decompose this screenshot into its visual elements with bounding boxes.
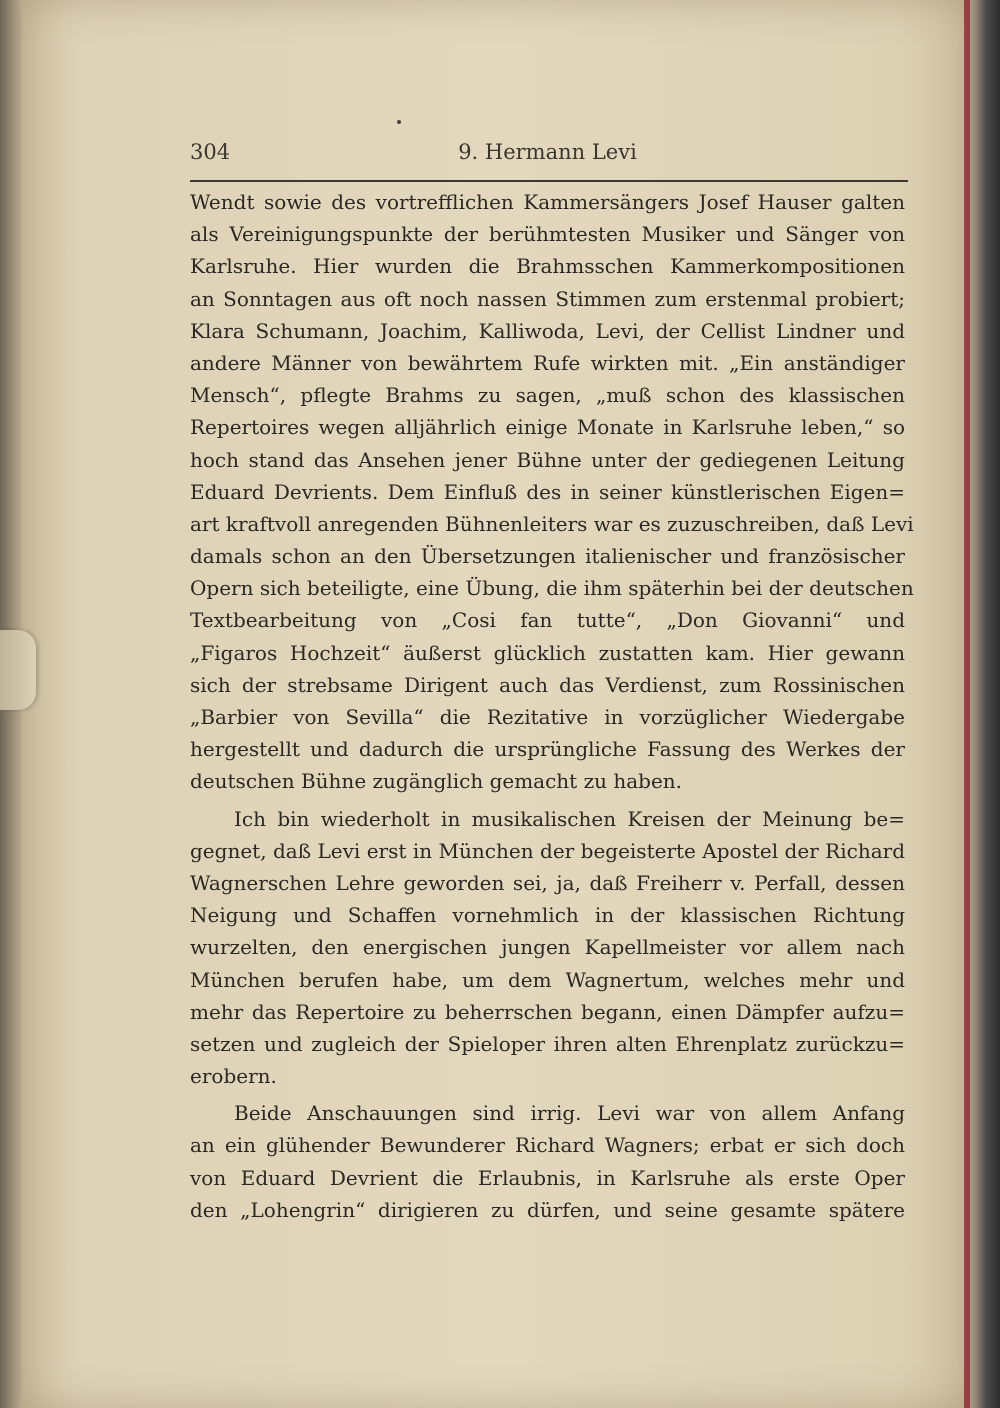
text-line: andere Männer von bewährtem Rufe wirkten mit. „Ein anständiger bbox=[190, 350, 905, 375]
text-line: an ein glühender Bewunderer Richard Wagners; erbat er sich doch bbox=[190, 1133, 905, 1158]
text-line: setzen und zugleich der Spieloper ihren alten Ehrenplatz zurückzu= bbox=[190, 1031, 905, 1056]
text-line: Karlsruhe. Hier wurden die Brahmsschen Kammerkompositionen bbox=[190, 254, 905, 279]
text-line: München berufen habe, um dem Wagnertum, welches mehr und bbox=[190, 967, 905, 992]
body-text bbox=[190, 186, 914, 1226]
text-line: Repertoires wegen alljährlich einige Monate in Karlsruhe leben,“ so bbox=[190, 415, 905, 440]
text-line: Beide Anschauungen sind irrig. Levi war von allem Anfang bbox=[234, 1101, 905, 1126]
text-line: an Sonntagen aus oft noch nassen Stimmen zum erstenmal probiert; bbox=[190, 286, 905, 311]
text-line: von Eduard Devrient die Erlaubnis, in Karlsruhe als erste Oper bbox=[190, 1165, 905, 1190]
text-line: erobern. bbox=[190, 1064, 277, 1089]
text-line: als Vereinigungspunkte der berühmtesten Musiker und Sänger von bbox=[190, 222, 905, 247]
paragraph-3 bbox=[190, 1097, 905, 1226]
text-line: Wagnerschen Lehre geworden sei, ja, daß Freiherr v. Perfall, dessen bbox=[190, 870, 905, 895]
header-rule bbox=[190, 180, 908, 182]
text-line: Mensch“, pflegte Brahms zu sagen, „muß schon des klassischen bbox=[190, 383, 905, 408]
text-line: Klara Schumann, Joachim, Kalliwoda, Levi, der Cellist Lindner und bbox=[190, 318, 905, 343]
text-line: mehr das Repertoire zu beherrschen begann, einen Dämpfer aufzu= bbox=[190, 999, 905, 1024]
text-line: sich der strebsame Dirigent auch das Verdienst, zum Rossinischen bbox=[190, 672, 905, 697]
text-line: gegnet, daß Levi erst in München der begeisterte Apostel der Richard bbox=[190, 838, 905, 863]
page-clip-tab bbox=[0, 630, 36, 710]
cover-binding-strip bbox=[964, 0, 970, 1408]
text-line: den „Lohengrin“ dirigieren zu dürfen, und seine gesamte spätere bbox=[190, 1197, 905, 1222]
text-line: wurzelten, den energischen jungen Kapellmeister vor allem nach bbox=[190, 935, 905, 960]
text-line: Neigung und Schaffen vornehmlich in der klassischen Richtung bbox=[190, 903, 905, 928]
paragraph-1 bbox=[190, 186, 914, 798]
text-line: „Barbier von Sevilla“ die Rezitative in vorzüglicher Wiedergabe bbox=[190, 705, 905, 729]
text-line: hergestellt und dadurch die ursprüngliche Fassung des Werkes der bbox=[190, 737, 905, 762]
text-line: Ich bin wiederholt in musikalischen Kreisen der Meinung be= bbox=[234, 806, 905, 831]
text-line: deutschen Bühne zugänglich gemacht zu haben. bbox=[190, 769, 683, 794]
chapter-title: 9. Hermann Levi bbox=[458, 140, 637, 164]
running-head bbox=[190, 140, 905, 172]
text-line: Textbearbeitung von „Cosi fan tutte“, „Don Giovanni“ und bbox=[190, 608, 905, 633]
page-number: 304 bbox=[190, 140, 231, 164]
text-line: damals schon an den Übersetzungen italienischer und französischer bbox=[190, 544, 905, 569]
text-line: Opern sich beteiligte, eine Übung, die ihm späterhin bei der deutschen bbox=[190, 576, 914, 601]
text-line: art kraftvoll anregenden Bühnenleiters war es zuzuschreiben, daß Levi bbox=[190, 511, 914, 536]
paper-speck bbox=[397, 120, 401, 124]
text-line: „Figaros Hochzeit“ äußerst glücklich zustatten kam. Hier gewann bbox=[190, 640, 905, 665]
paragraph-2 bbox=[190, 803, 905, 1093]
text-line: Wendt sowie des vortrefflichen Kammersängers Josef Hauser galten bbox=[190, 190, 905, 214]
text-line: hoch stand das Ansehen jener Bühne unter der gediegenen Leitung bbox=[190, 447, 905, 472]
text-line: Eduard Devrients. Dem Einfluß des in seiner künstlerischen Eigen= bbox=[190, 479, 905, 504]
book-cover-edge bbox=[966, 0, 1000, 1408]
